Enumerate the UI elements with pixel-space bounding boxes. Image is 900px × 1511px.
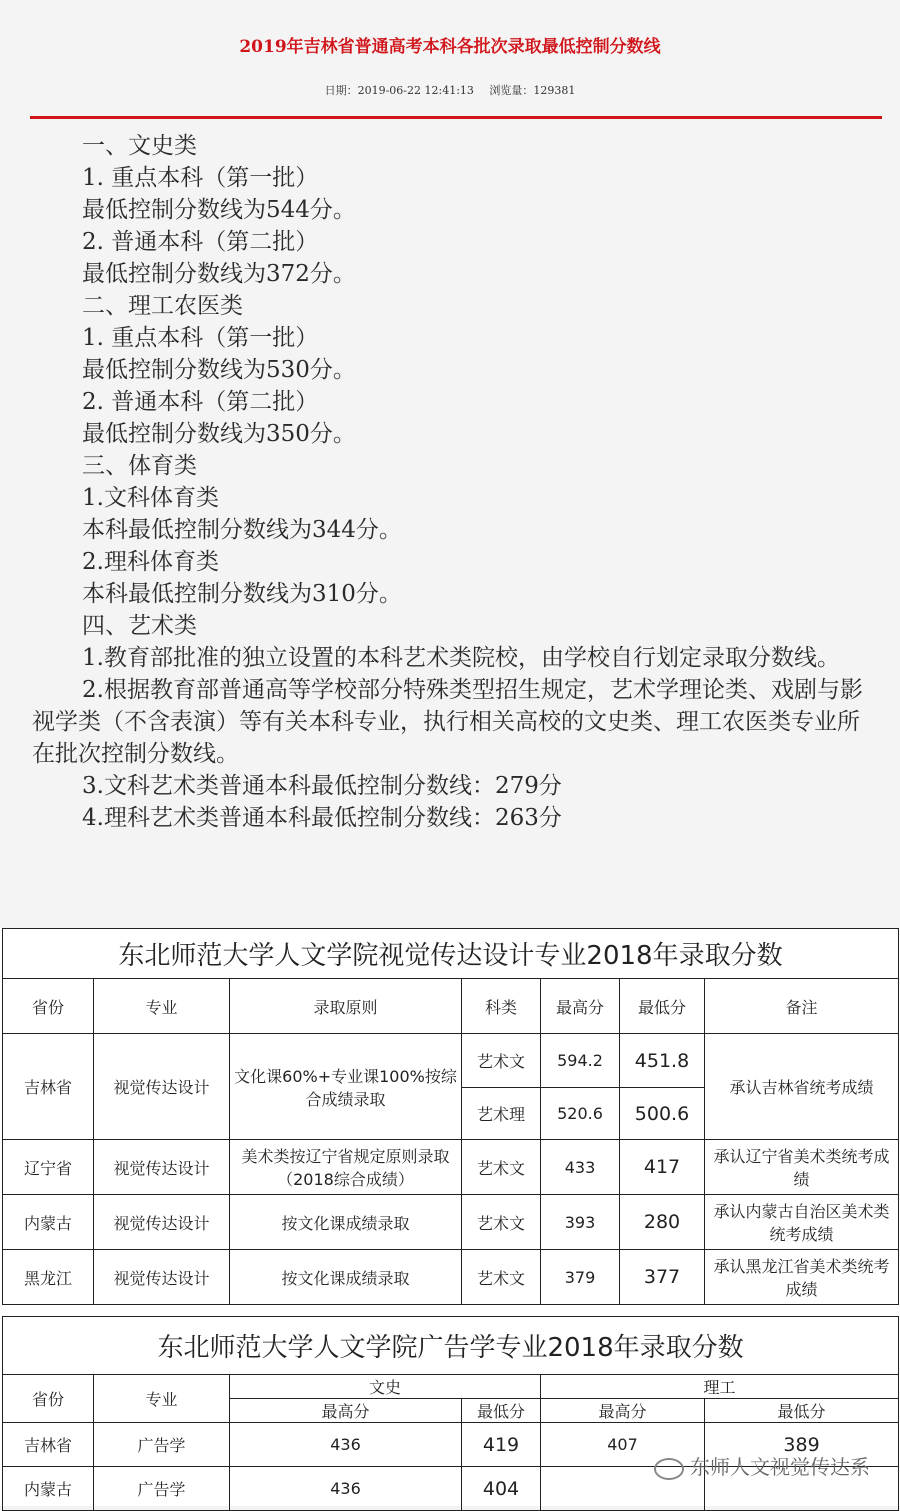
principle-cell: 文化课60%+专业课100%按综合成绩录取	[230, 1034, 462, 1140]
min-score-cell: 451.8	[620, 1034, 705, 1088]
article-line: 三、体育类	[82, 453, 197, 479]
wenshi-min-cell: 404	[462, 1467, 541, 1511]
article-line: 4.理科艺术类普通本科最低控制分数线：263分	[82, 805, 562, 831]
wenshi-min-cell: 419	[462, 1423, 541, 1467]
province-cell: 吉林省	[3, 1034, 94, 1140]
major-cell: 视觉传达设计	[94, 1140, 230, 1195]
col-header: 最低分	[705, 1399, 899, 1423]
major-cell: 视觉传达设计	[94, 1250, 230, 1305]
type-cell: 艺术文	[462, 1195, 541, 1250]
wechat-watermark	[654, 1451, 870, 1480]
article-line: 最低控制分数线为544分。	[82, 197, 356, 223]
province-cell: 内蒙古	[3, 1467, 94, 1511]
article-meta	[0, 82, 900, 98]
min-score-cell: 280	[620, 1195, 705, 1250]
view-count: 浏览量：129381	[489, 84, 576, 97]
note-cell: 承认吉林省统考成绩	[705, 1034, 899, 1140]
article-line: 本科最低控制分数线为344分。	[82, 517, 402, 543]
col-header: 专业	[94, 1375, 230, 1423]
col-header: 理工	[541, 1375, 899, 1399]
major-cell: 视觉传达设计	[94, 1034, 230, 1140]
article-line: 最低控制分数线为350分。	[82, 421, 356, 447]
title-divider	[30, 116, 882, 119]
article-line: 最低控制分数线为372分。	[82, 261, 356, 287]
article-line: 3.文科艺术类普通本科最低控制分数线：279分	[82, 773, 562, 799]
max-score-cell: 433	[541, 1140, 620, 1195]
advertising-score-table	[2, 1316, 899, 1511]
table1-section	[0, 928, 900, 1306]
max-score-cell: 520.6	[541, 1088, 620, 1140]
article-line: 1. 重点本科（第一批）	[82, 165, 319, 191]
max-score-cell: 379	[541, 1250, 620, 1305]
article-line: 2. 普通本科（第二批）	[82, 389, 319, 415]
type-cell: 艺术文	[462, 1250, 541, 1305]
col-header: 专业	[94, 979, 230, 1034]
province-cell: 吉林省	[3, 1423, 94, 1467]
principle-cell: 美术类按辽宁省规定原则录取（2018综合成绩）	[230, 1140, 462, 1195]
col-header: 录取原则	[230, 979, 462, 1034]
col-header: 省份	[3, 1375, 94, 1423]
type-cell: 艺术理	[462, 1088, 541, 1140]
col-header: 最高分	[541, 1399, 705, 1423]
wenshi-max-cell: 436	[230, 1423, 462, 1467]
min-score-cell: 500.6	[620, 1088, 705, 1140]
table-row	[3, 1250, 899, 1305]
type-cell: 艺术文	[462, 1140, 541, 1195]
col-header: 文史	[230, 1375, 541, 1399]
province-cell: 黑龙江	[3, 1250, 94, 1305]
col-header: 科类	[462, 979, 541, 1034]
col-header: 备注	[705, 979, 899, 1034]
visual-design-score-table	[2, 928, 899, 1305]
province-cell: 辽宁省	[3, 1140, 94, 1195]
major-cell: 广告学	[94, 1467, 230, 1511]
ligong-min-cell: 389	[705, 1423, 899, 1467]
table-row	[3, 1195, 899, 1250]
principle-cell: 按文化课成绩录取	[230, 1195, 462, 1250]
table-row	[3, 1034, 899, 1088]
article-title: 2019年吉林省普通高考本科各批次录取最低控制分数线	[239, 37, 661, 57]
type-cell: 艺术文	[462, 1034, 541, 1088]
note-cell: 承认辽宁省美术类统考成绩	[705, 1140, 899, 1195]
col-header: 最高分	[541, 979, 620, 1034]
note-cell: 承认黑龙江省美术类统考成绩	[705, 1250, 899, 1305]
col-header: 最低分	[620, 979, 705, 1034]
wechat-icon	[654, 1458, 684, 1480]
article-line: 一、文史类	[82, 133, 197, 159]
publish-date: 日期：2019-06-22 12:41:13	[324, 84, 474, 97]
article-line: 最低控制分数线为530分。	[82, 357, 356, 383]
article-line: 1.文科体育类	[82, 485, 219, 511]
col-header: 最高分	[230, 1399, 462, 1423]
major-cell: 视觉传达设计	[94, 1195, 230, 1250]
article-line: 本科最低控制分数线为310分。	[82, 581, 402, 607]
max-score-cell: 594.2	[541, 1034, 620, 1088]
min-score-cell: 377	[620, 1250, 705, 1305]
article-line: 二、理工农医类	[82, 293, 243, 319]
table2-section	[0, 1306, 900, 1506]
article-line: 2. 普通本科（第二批）	[82, 229, 319, 255]
max-score-cell: 393	[541, 1195, 620, 1250]
article-line: 1.教育部批准的独立设置的本科艺术类院校，由学校自行划定录取分数线。	[82, 645, 840, 671]
table1-caption: 东北师范大学人文学院视觉传达设计专业2018年录取分数	[3, 929, 899, 979]
wenshi-max-cell: 436	[230, 1467, 462, 1511]
article-body	[32, 130, 882, 834]
note-cell: 承认内蒙古自治区美术类统考成绩	[705, 1195, 899, 1250]
ligong-max-cell: 407	[541, 1423, 705, 1467]
watermark-text: 东师人文视觉传达系	[690, 1455, 870, 1479]
province-cell: 内蒙古	[3, 1195, 94, 1250]
col-header: 最低分	[462, 1399, 541, 1423]
article-line: 2.根据教育部普通高等学校部分特殊类型招生规定，艺术学理论类、戏剧与影视学类（不含表演）等有关本科专业，执行相关高校的文史类、理工农医类专业所在批次控制分数线。	[32, 677, 863, 767]
article-line: 四、艺术类	[82, 613, 197, 639]
principle-cell: 按文化课成绩录取	[230, 1250, 462, 1305]
col-header: 省份	[3, 979, 94, 1034]
table2-caption: 东北师范大学人文学院广告学专业2018年录取分数	[3, 1317, 899, 1375]
article-line: 1. 重点本科（第一批）	[82, 325, 319, 351]
article-line: 2.理科体育类	[82, 549, 219, 575]
table-row	[3, 1140, 899, 1195]
major-cell: 广告学	[94, 1423, 230, 1467]
min-score-cell: 417	[620, 1140, 705, 1195]
